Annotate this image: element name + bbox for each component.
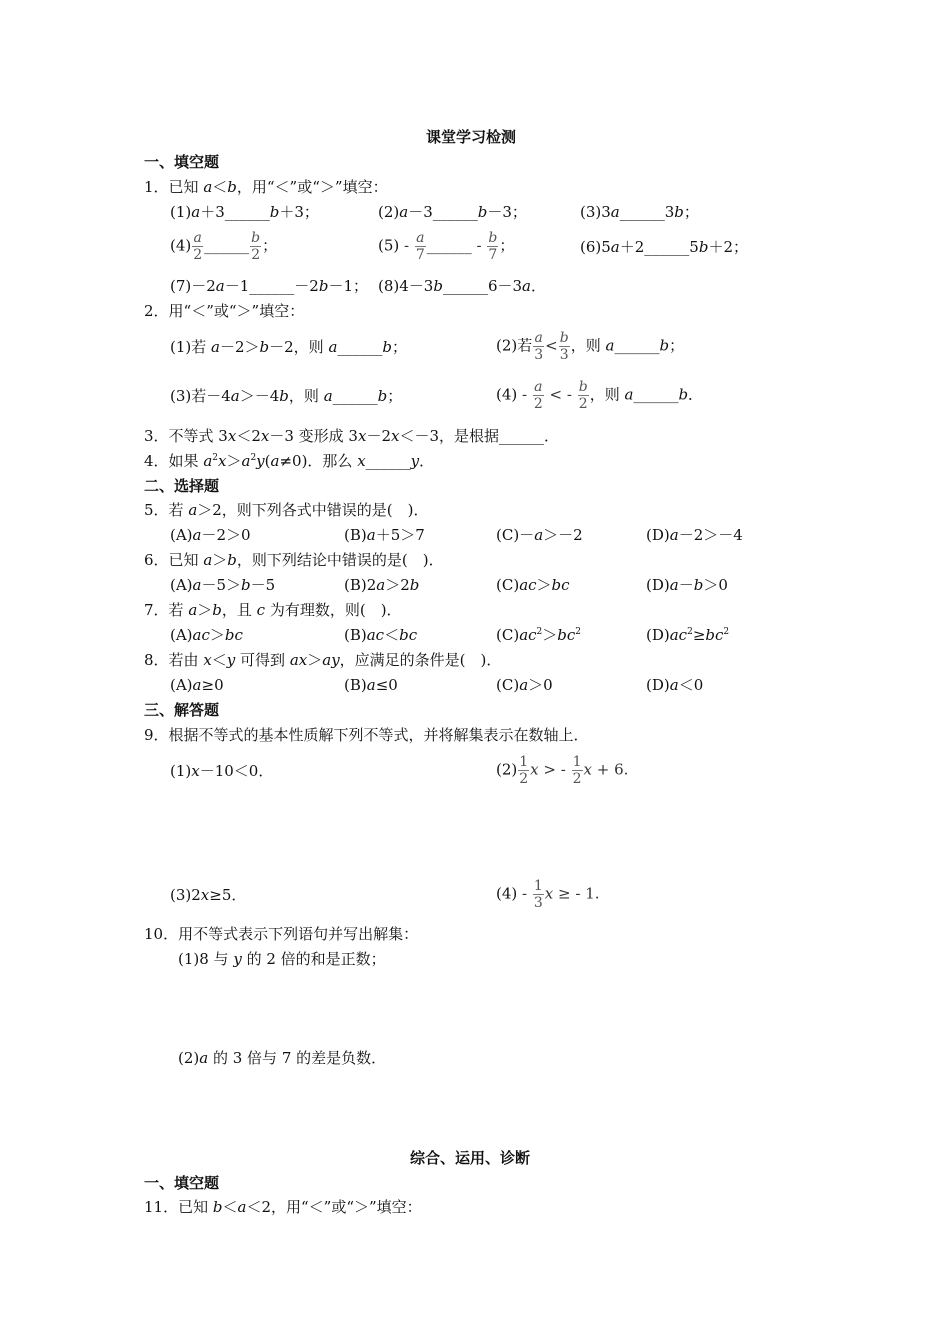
- q8-option-c: (C)a＞0: [496, 676, 553, 694]
- q1-item-4: (4) $\frac{a}{2}$ ______ $\frac{b}{2}$ ；: [170, 230, 278, 263]
- q9-sub-4: (4) - $\frac{1}{3}$ x ≥ - 1.: [496, 878, 600, 911]
- q5-option-a: (A)a－2＞0: [170, 526, 251, 544]
- question-10: 10．用不等式表示下列语句并写出解集：: [144, 925, 419, 943]
- q5-option-c: (C)－a＞－2: [496, 526, 583, 544]
- question-4: 4．如果 $a^2x>a^2y(a\ne 0)$．那么 x______y．: [144, 452, 435, 470]
- q6-option-c: (C)ac＞bc: [496, 576, 570, 594]
- q9-sub-1: (1)x－10＜0．: [170, 762, 274, 780]
- part-heading-fill-2: 一、填空题: [144, 1174, 220, 1192]
- q7-option-b: (B)ac＜bc: [344, 626, 418, 644]
- part-heading-choice: 二、选择题: [144, 477, 220, 495]
- q1-item-1: (1)a＋3______b＋3；: [170, 203, 319, 221]
- question-11: 11．已知 b＜a＜2，用“＜”或“＞”填空：: [144, 1198, 422, 1216]
- q1-item-2: (2)a－3______b－3；: [378, 203, 527, 221]
- section-title-2: 综合、运用、诊断: [410, 1149, 531, 1167]
- q6-option-b: (B)2a＞2b: [344, 576, 420, 594]
- question-5: 5．若 a＞2，则下列各式中错误的是( )．: [144, 501, 429, 519]
- q8-option-d: (D)a＜0: [646, 676, 704, 694]
- q2-item-3: (3)若－4a＞－4b，则 a______b；: [170, 387, 403, 405]
- q10-sub-1: (1)8 与 y 的 2 倍的和是正数；: [178, 950, 386, 968]
- question-1: 1．已知 a＜b，用“＜”或“＞”填空：: [144, 178, 388, 196]
- q1-item-7: (7)－2a－1______－2b－1；: [170, 277, 368, 295]
- q7-option-a: (A)ac＞bc: [170, 626, 243, 644]
- q7-option-c: $(C)ac^2>bc^2$: [496, 626, 582, 644]
- q9-sub-2: (2) $\frac{1}{2}$ x > - $\frac{1}{2}$ x + 6.: [496, 754, 629, 787]
- q2-item-2: (2)若 $\frac{a}{3}$ < $\frac{b}{3}$ ，则 a______b；: [496, 330, 685, 363]
- part-heading-solve: 三、解答题: [144, 701, 220, 719]
- q7-option-d: $(D)ac^2\ge bc^2$: [646, 626, 730, 644]
- q2-item-4: (4) - $\frac{a}{2}$ < - $\frac{b}{2}$ ，则 a______b．: [496, 379, 704, 412]
- question-2: 2．用“＜”或“＞”填空：: [144, 302, 305, 320]
- q2-item-1: (1)若 a－2＞b－2，则 a______b；: [170, 338, 408, 356]
- q5-option-b: (B)a＋5＞7: [344, 526, 425, 544]
- q8-option-b: (B)a≤0: [344, 676, 398, 694]
- q1-item-3: (3)3a______3b；: [580, 203, 699, 221]
- q1-item-6: (6)5a＋2______5b＋2；: [580, 238, 748, 256]
- q6-option-a: (A)a－5＞b－5: [170, 576, 276, 594]
- question-9: 9．根据不等式的基本性质解下列不等式，并将解集表示在数轴上．: [144, 726, 589, 744]
- question-6: 6．已知 a＞b，则下列结论中错误的是( )．: [144, 551, 444, 569]
- question-3: 3．不等式 3x＜2x－3 变形成 3x－2x＜－3，是根据______．: [144, 427, 559, 445]
- q5-option-d: (D)a－2＞－4: [646, 526, 743, 544]
- q8-option-a: (A)a≥0: [170, 676, 224, 694]
- section-title-1: 课堂学习检测: [426, 128, 517, 146]
- q6-option-d: (D)a－b＞0: [646, 576, 728, 594]
- q9-sub-3: (3)2x≥5．: [170, 886, 247, 904]
- q10-sub-2: (2)a 的 3 倍与 7 的差是负数．: [178, 1049, 387, 1067]
- part-heading-fill: 一、填空题: [144, 153, 220, 171]
- q1-item-8: (8)4－3b______6－3a．: [378, 277, 547, 295]
- question-8: 8．若由 x＜y 可得到 ax＞ay，应满足的条件是( )．: [144, 651, 502, 669]
- question-7: 7．若 a＞b，且 c 为有理数，则( )．: [144, 601, 402, 619]
- q1-item-5: (5) - $\frac{a}{7}$ ______ - $\frac{b}{7}$ ；: [378, 230, 515, 263]
